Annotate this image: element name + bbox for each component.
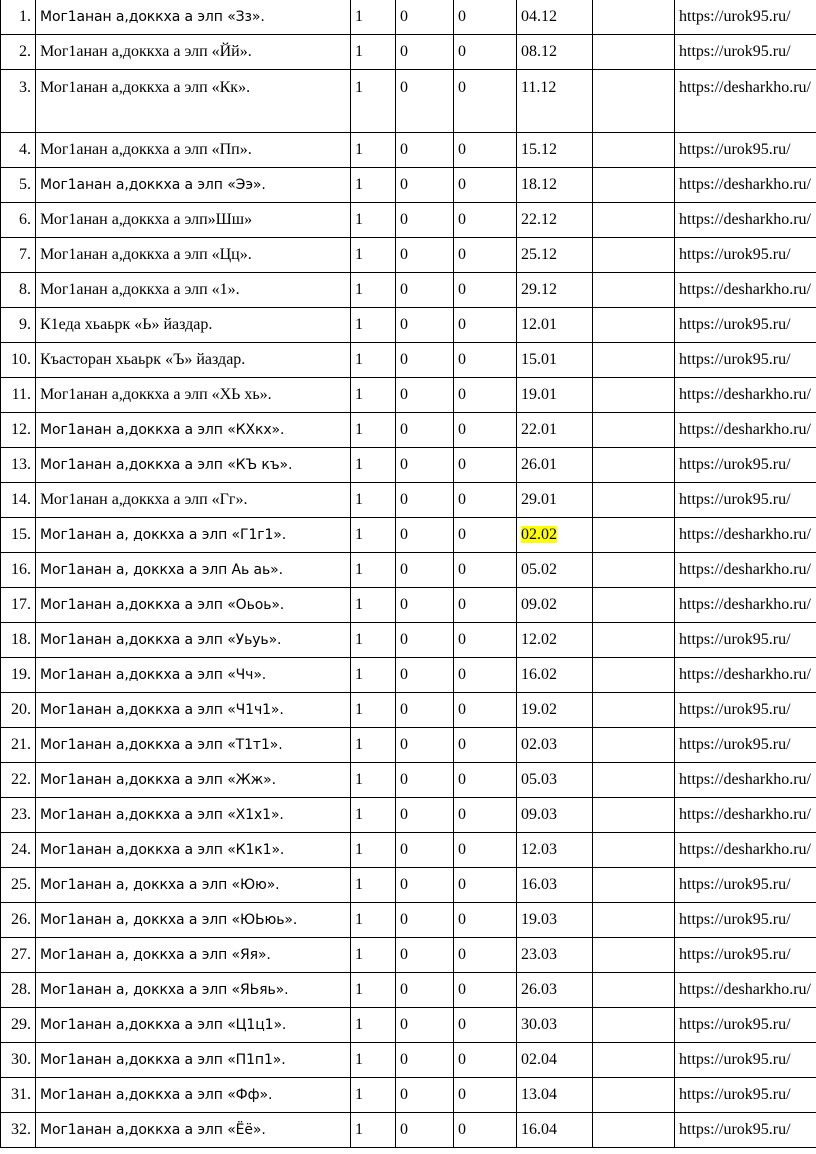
tests-cell: 0	[396, 35, 454, 70]
actual-date-cell	[593, 588, 675, 623]
planned-date-cell: 15.01	[517, 343, 593, 378]
practice-cell: 0	[454, 203, 517, 238]
table-row	[1, 728, 816, 763]
table-row	[1, 483, 816, 518]
row-number-cell: 6.	[1, 203, 36, 238]
resource-link-cell[interactable]: https://urok95.ru/	[675, 1078, 816, 1113]
practice-cell: 0	[454, 623, 517, 658]
lesson-topic-cell: Мог1анан а, доккха а элп «Юю».	[36, 868, 351, 903]
planned-date-cell: 09.02	[517, 588, 593, 623]
resource-link-cell[interactable]: https://urok95.ru/	[675, 483, 816, 518]
tests-cell: 0	[396, 343, 454, 378]
row-number-cell: 24.	[1, 833, 36, 868]
lesson-topic-cell: Мог1анан а,доккха а элп «К1к1».	[36, 833, 351, 868]
resource-link-cell[interactable]: https://desharkho.ru/	[675, 588, 816, 623]
row-number-cell: 22.	[1, 763, 36, 798]
practice-cell: 0	[454, 343, 517, 378]
planned-date-cell: 25.12	[517, 238, 593, 273]
planned-date-cell: 12.03	[517, 833, 593, 868]
actual-date-cell	[593, 448, 675, 483]
tests-cell: 0	[396, 903, 454, 938]
row-number-cell: 15.	[1, 518, 36, 553]
lesson-topic-cell: Мог1анан а,доккха а элп «КХкх».	[36, 413, 351, 448]
tests-cell: 0	[396, 588, 454, 623]
table-row	[1, 343, 816, 378]
actual-date-cell	[593, 308, 675, 343]
lesson-topic-cell: Мог1анан а,доккха а элп «Кк».	[36, 70, 351, 133]
table-row	[1, 798, 816, 833]
resource-link-cell[interactable]: https://urok95.ru/	[675, 133, 816, 168]
resource-link-cell[interactable]: https://urok95.ru/	[675, 35, 816, 70]
hours-cell: 1	[351, 448, 396, 483]
table-row	[1, 1008, 816, 1043]
lesson-topic-cell: Мог1анан а,доккха а элп «Зз».	[36, 0, 351, 35]
hours-cell: 1	[351, 693, 396, 728]
resource-link-cell[interactable]: https://urok95.ru/	[675, 728, 816, 763]
table-row	[1, 658, 816, 693]
resource-link-cell[interactable]: https://desharkho.ru/	[675, 203, 816, 238]
actual-date-cell	[593, 903, 675, 938]
hours-cell: 1	[351, 868, 396, 903]
practice-cell: 0	[454, 1078, 517, 1113]
hours-cell: 1	[351, 168, 396, 203]
resource-link-cell[interactable]: https://urok95.ru/	[675, 343, 816, 378]
hours-cell: 1	[351, 903, 396, 938]
practice-cell: 0	[454, 70, 517, 133]
row-number-cell: 31.	[1, 1078, 36, 1113]
table-row	[1, 518, 816, 553]
planned-date-cell: 19.02	[517, 693, 593, 728]
practice-cell: 0	[454, 448, 517, 483]
hours-cell: 1	[351, 35, 396, 70]
lesson-topic-cell: Мог1анан а,доккха а элп «Ц1ц1».	[36, 1008, 351, 1043]
planned-date-cell: 12.02	[517, 623, 593, 658]
resource-link-cell[interactable]: https://desharkho.ru/	[675, 70, 816, 133]
planned-date-cell: 19.03	[517, 903, 593, 938]
row-number-cell: 17.	[1, 588, 36, 623]
actual-date-cell	[593, 973, 675, 1008]
practice-cell: 0	[454, 0, 517, 35]
lesson-topic-cell: Мог1анан а,доккха а элп «Уьуь».	[36, 623, 351, 658]
actual-date-cell	[593, 483, 675, 518]
row-number-cell: 32.	[1, 1113, 36, 1148]
lesson-topic-cell: Мог1анан а,доккха а элп «Ээ».	[36, 168, 351, 203]
highlighted-date: 02.02	[521, 526, 557, 543]
tests-cell: 0	[396, 658, 454, 693]
resource-link-cell[interactable]: https://desharkho.ru/	[675, 798, 816, 833]
hours-cell: 1	[351, 343, 396, 378]
resource-link-cell[interactable]: https://desharkho.ru/	[675, 168, 816, 203]
hours-cell: 1	[351, 378, 396, 413]
actual-date-cell	[593, 938, 675, 973]
tests-cell: 0	[396, 378, 454, 413]
actual-date-cell	[593, 0, 675, 35]
tests-cell: 0	[396, 273, 454, 308]
row-number-cell: 29.	[1, 1008, 36, 1043]
resource-link-cell[interactable]: https://urok95.ru/	[675, 238, 816, 273]
lesson-topic-cell: Мог1анан а,доккха а элп «Гг».	[36, 483, 351, 518]
tests-cell: 0	[396, 623, 454, 658]
actual-date-cell	[593, 868, 675, 903]
lesson-topic-cell: Мог1анан а,доккха а элп «Жж».	[36, 763, 351, 798]
tests-cell: 0	[396, 238, 454, 273]
actual-date-cell	[593, 273, 675, 308]
row-number-cell: 21.	[1, 728, 36, 763]
row-number-cell: 5.	[1, 168, 36, 203]
table-row	[1, 763, 816, 798]
table-row	[1, 588, 816, 623]
resource-link-cell[interactable]: https://urok95.ru/	[675, 938, 816, 973]
tests-cell: 0	[396, 168, 454, 203]
actual-date-cell	[593, 623, 675, 658]
lesson-topic-cell: Мог1анан а, доккха а элп «Г1г1».	[36, 518, 351, 553]
row-number-cell: 19.	[1, 658, 36, 693]
resource-link-cell[interactable]: https://desharkho.ru/	[675, 378, 816, 413]
planned-date-cell: 13.04	[517, 1078, 593, 1113]
row-number-cell: 18.	[1, 623, 36, 658]
actual-date-cell	[593, 133, 675, 168]
lesson-topic-cell: Мог1анан а,доккха а элп «П1п1».	[36, 1043, 351, 1078]
practice-cell: 0	[454, 868, 517, 903]
row-number-cell: 28.	[1, 973, 36, 1008]
lesson-topic-cell: Мог1анан а, доккха а элп «ЮЬюь».	[36, 903, 351, 938]
table-row	[1, 868, 816, 903]
actual-date-cell	[593, 798, 675, 833]
tests-cell: 0	[396, 483, 454, 518]
hours-cell: 1	[351, 623, 396, 658]
planned-date-cell: 05.03	[517, 763, 593, 798]
planned-date-cell: 29.01	[517, 483, 593, 518]
hours-cell: 1	[351, 238, 396, 273]
table-row	[1, 378, 816, 413]
lesson-topic-cell: Мог1анан а,доккха а элп «Х1х1».	[36, 798, 351, 833]
practice-cell: 0	[454, 273, 517, 308]
practice-cell: 0	[454, 133, 517, 168]
planned-date-cell: 29.12	[517, 273, 593, 308]
practice-cell: 0	[454, 238, 517, 273]
tests-cell: 0	[396, 448, 454, 483]
tests-cell: 0	[396, 203, 454, 238]
tests-cell: 0	[396, 798, 454, 833]
practice-cell: 0	[454, 763, 517, 798]
row-number-cell: 23.	[1, 798, 36, 833]
planned-date-cell: 12.01	[517, 308, 593, 343]
tests-cell: 0	[396, 1113, 454, 1148]
planned-date-cell: 08.12	[517, 35, 593, 70]
practice-cell: 0	[454, 553, 517, 588]
resource-link-cell[interactable]: https://urok95.ru/	[675, 308, 816, 343]
hours-cell: 1	[351, 70, 396, 133]
actual-date-cell	[593, 203, 675, 238]
resource-link-cell[interactable]: https://urok95.ru/	[675, 0, 816, 35]
lesson-topic-cell: Мог1анан а,доккха а элп «Чч».	[36, 658, 351, 693]
row-number-cell: 25.	[1, 868, 36, 903]
lesson-topic-cell: Мог1анан а,доккха а элп «КЪ къ».	[36, 448, 351, 483]
row-number-cell: 11.	[1, 378, 36, 413]
practice-cell: 0	[454, 413, 517, 448]
resource-link-cell[interactable]: https://urok95.ru/	[675, 1113, 816, 1148]
hours-cell: 1	[351, 938, 396, 973]
planned-date-cell: 02.04	[517, 1043, 593, 1078]
practice-cell: 0	[454, 833, 517, 868]
lesson-topic-cell: Мог1анан а,доккха а элп «Йй».	[36, 35, 351, 70]
resource-link-cell[interactable]: https://urok95.ru/	[675, 693, 816, 728]
tests-cell: 0	[396, 763, 454, 798]
row-number-cell: 1.	[1, 0, 36, 35]
planned-date-cell: 18.12	[517, 168, 593, 203]
hours-cell: 1	[351, 0, 396, 35]
hours-cell: 1	[351, 308, 396, 343]
lesson-topic-cell: Мог1анан а,доккха а элп «Ёё».	[36, 1113, 351, 1148]
resource-link-cell[interactable]: https://urok95.ru/	[675, 448, 816, 483]
row-number-cell: 4.	[1, 133, 36, 168]
table-row	[1, 903, 816, 938]
practice-cell: 0	[454, 798, 517, 833]
hours-cell: 1	[351, 413, 396, 448]
tests-cell: 0	[396, 413, 454, 448]
planned-date-cell: 16.04	[517, 1113, 593, 1148]
tests-cell: 0	[396, 70, 454, 133]
resource-link-cell[interactable]: https://desharkho.ru/	[675, 833, 816, 868]
table-row	[1, 0, 816, 35]
hours-cell: 1	[351, 1008, 396, 1043]
planned-date-cell: 23.03	[517, 938, 593, 973]
lesson-topic-cell: Мог1анан а,доккха а элп «Ч1ч1».	[36, 693, 351, 728]
lesson-topic-cell: Мог1анан а,доккха а элп «Фф».	[36, 1078, 351, 1113]
hours-cell: 1	[351, 273, 396, 308]
actual-date-cell	[593, 1043, 675, 1078]
table-row	[1, 1043, 816, 1078]
actual-date-cell	[593, 693, 675, 728]
table-row	[1, 238, 816, 273]
actual-date-cell	[593, 833, 675, 868]
hours-cell: 1	[351, 973, 396, 1008]
practice-cell: 0	[454, 518, 517, 553]
row-number-cell: 12.	[1, 413, 36, 448]
practice-cell: 0	[454, 483, 517, 518]
row-number-cell: 20.	[1, 693, 36, 728]
practice-cell: 0	[454, 903, 517, 938]
lesson-topic-cell: К1еда хьаьрк «Ь» йаздар.	[36, 308, 351, 343]
practice-cell: 0	[454, 693, 517, 728]
planned-date-cell	[517, 518, 593, 553]
tests-cell: 0	[396, 133, 454, 168]
actual-date-cell	[593, 238, 675, 273]
row-number-cell: 2.	[1, 35, 36, 70]
planned-date-cell: 26.03	[517, 973, 593, 1008]
hours-cell: 1	[351, 518, 396, 553]
hours-cell: 1	[351, 763, 396, 798]
resource-link-cell[interactable]: https://urok95.ru/	[675, 903, 816, 938]
table-row	[1, 623, 816, 658]
row-number-cell: 26.	[1, 903, 36, 938]
tests-cell: 0	[396, 973, 454, 1008]
row-number-cell: 9.	[1, 308, 36, 343]
lesson-topic-cell: Мог1анан а,доккха а элп «Цц».	[36, 238, 351, 273]
lesson-topic-cell: Мог1анан а,доккха а элп «Оьоь».	[36, 588, 351, 623]
planned-date-cell: 22.12	[517, 203, 593, 238]
actual-date-cell	[593, 1113, 675, 1148]
planned-date-cell: 05.02	[517, 553, 593, 588]
planned-date-cell: 16.03	[517, 868, 593, 903]
planned-date-cell: 22.01	[517, 413, 593, 448]
resource-link-cell[interactable]: https://urok95.ru/	[675, 868, 816, 903]
resource-link-cell[interactable]: https://desharkho.ru/	[675, 273, 816, 308]
hours-cell: 1	[351, 133, 396, 168]
actual-date-cell	[593, 378, 675, 413]
table-row	[1, 448, 816, 483]
hours-cell: 1	[351, 658, 396, 693]
tests-cell: 0	[396, 1043, 454, 1078]
actual-date-cell	[593, 1078, 675, 1113]
planned-date-cell: 11.12	[517, 70, 593, 133]
table-row	[1, 833, 816, 868]
hours-cell: 1	[351, 588, 396, 623]
hours-cell: 1	[351, 203, 396, 238]
actual-date-cell	[593, 413, 675, 448]
table-row	[1, 70, 816, 133]
planned-date-cell: 16.02	[517, 658, 593, 693]
table-row	[1, 1078, 816, 1113]
resource-link-cell[interactable]: https://desharkho.ru/	[675, 553, 816, 588]
hours-cell: 1	[351, 1113, 396, 1148]
table-row	[1, 973, 816, 1008]
tests-cell: 0	[396, 553, 454, 588]
tests-cell: 0	[396, 0, 454, 35]
planned-date-cell: 19.01	[517, 378, 593, 413]
planned-date-cell: 02.03	[517, 728, 593, 763]
resource-link-cell[interactable]: https://desharkho.ru/	[675, 973, 816, 1008]
hours-cell: 1	[351, 1043, 396, 1078]
row-number-cell: 13.	[1, 448, 36, 483]
planned-date-cell: 30.03	[517, 1008, 593, 1043]
table-row	[1, 553, 816, 588]
table-row	[1, 35, 816, 70]
hours-cell: 1	[351, 728, 396, 763]
planned-date-cell: 26.01	[517, 448, 593, 483]
practice-cell: 0	[454, 1113, 517, 1148]
practice-cell: 0	[454, 308, 517, 343]
tests-cell: 0	[396, 1078, 454, 1113]
lesson-topic-cell: Мог1анан а,доккха а элп «ХЬ хь».	[36, 378, 351, 413]
actual-date-cell	[593, 1008, 675, 1043]
hours-cell: 1	[351, 833, 396, 868]
practice-cell: 0	[454, 658, 517, 693]
practice-cell: 0	[454, 378, 517, 413]
lesson-topic-cell: Мог1анан а, доккха а элп «Яя».	[36, 938, 351, 973]
lesson-topic-cell: Мог1анан а,доккха а элп»Шш»	[36, 203, 351, 238]
table-row	[1, 133, 816, 168]
lesson-topic-cell: Мог1анан а, доккха а элп «ЯЬяь».	[36, 973, 351, 1008]
row-number-cell: 7.	[1, 238, 36, 273]
actual-date-cell	[593, 343, 675, 378]
practice-cell: 0	[454, 938, 517, 973]
actual-date-cell	[593, 763, 675, 798]
planned-date-cell: 09.03	[517, 798, 593, 833]
practice-cell: 0	[454, 728, 517, 763]
row-number-cell: 10.	[1, 343, 36, 378]
actual-date-cell	[593, 658, 675, 693]
lesson-topic-cell: Мог1анан а, доккха а элп Аь аь».	[36, 553, 351, 588]
planned-date-cell: 15.12	[517, 133, 593, 168]
lesson-topic-cell: Мог1анан а,доккха а элп «1».	[36, 273, 351, 308]
tests-cell: 0	[396, 1008, 454, 1043]
actual-date-cell	[593, 70, 675, 133]
lesson-topic-cell: Мог1анан а,доккха а элп «Т1т1».	[36, 728, 351, 763]
table-row	[1, 308, 816, 343]
table-row	[1, 938, 816, 973]
tests-cell: 0	[396, 728, 454, 763]
table-row	[1, 693, 816, 728]
actual-date-cell	[593, 553, 675, 588]
lesson-topic-cell: Къасторан хьаьрк «Ъ» йаздар.	[36, 343, 351, 378]
resource-link-cell[interactable]: https://urok95.ru/	[675, 1008, 816, 1043]
practice-cell: 0	[454, 588, 517, 623]
tests-cell: 0	[396, 938, 454, 973]
hours-cell: 1	[351, 798, 396, 833]
table-row	[1, 203, 816, 238]
resource-link-cell[interactable]: https://urok95.ru/	[675, 1043, 816, 1078]
tests-cell: 0	[396, 518, 454, 553]
practice-cell: 0	[454, 1043, 517, 1078]
row-number-cell: 16.	[1, 553, 36, 588]
table-body	[1, 0, 816, 1148]
resource-link-cell[interactable]: https://desharkho.ru/	[675, 518, 816, 553]
resource-link-cell[interactable]: https://desharkho.ru/	[675, 763, 816, 798]
actual-date-cell	[593, 518, 675, 553]
table-row	[1, 1113, 816, 1148]
row-number-cell: 3.	[1, 70, 36, 133]
row-number-cell: 14.	[1, 483, 36, 518]
row-number-cell: 30.	[1, 1043, 36, 1078]
practice-cell: 0	[454, 973, 517, 1008]
practice-cell: 0	[454, 35, 517, 70]
practice-cell: 0	[454, 168, 517, 203]
hours-cell: 1	[351, 483, 396, 518]
row-number-cell: 8.	[1, 273, 36, 308]
table-row	[1, 168, 816, 203]
table-row	[1, 413, 816, 448]
resource-link-cell[interactable]: https://urok95.ru/	[675, 623, 816, 658]
resource-link-cell[interactable]: https://desharkho.ru/	[675, 658, 816, 693]
hours-cell: 1	[351, 1078, 396, 1113]
table-row	[1, 273, 816, 308]
actual-date-cell	[593, 728, 675, 763]
tests-cell: 0	[396, 833, 454, 868]
actual-date-cell	[593, 35, 675, 70]
practice-cell: 0	[454, 1008, 517, 1043]
actual-date-cell	[593, 168, 675, 203]
tests-cell: 0	[396, 868, 454, 903]
tests-cell: 0	[396, 308, 454, 343]
hours-cell: 1	[351, 553, 396, 588]
planned-date-cell: 04.12	[517, 0, 593, 35]
row-number-cell: 27.	[1, 938, 36, 973]
tests-cell: 0	[396, 693, 454, 728]
lesson-topic-cell: Мог1анан а,доккха а элп «Пп».	[36, 133, 351, 168]
resource-link-cell[interactable]: https://desharkho.ru/	[675, 413, 816, 448]
